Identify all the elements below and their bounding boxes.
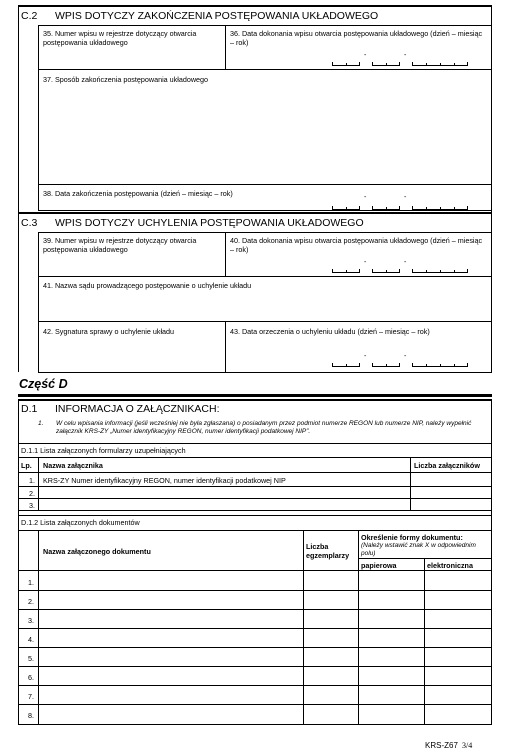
field-43-label: 43. Data orzeczenia o uchyleniu układu (dzień – miesiąc – rok) [230, 327, 430, 336]
d11-row-2-bottom [18, 498, 492, 499]
footer-page-number: 3/4 [462, 741, 473, 750]
field-35-label: 35. Numer wpisu w rejestrze dotyczący otwarcia postępowania układowego [43, 29, 197, 47]
field-40[interactable] [225, 232, 492, 277]
d12-row-5-number: 5. [28, 654, 34, 663]
footer-form-code: KRS-Z67 [425, 741, 458, 750]
d12-header-top [18, 530, 492, 531]
d12-row-rule [18, 704, 492, 705]
c3-top-rule [18, 212, 492, 214]
field-43-date[interactable] [332, 353, 472, 367]
d12-form-subheader-rule [358, 558, 492, 559]
d11-header-name: Nazwa załącznika [43, 461, 103, 470]
d12-header-copies: Liczba egzemplarzy [306, 542, 350, 560]
d12-row-4-number: 4. [28, 635, 34, 644]
field-39[interactable] [38, 232, 226, 277]
d11-header-count: Liczba załączników [414, 461, 480, 470]
d1-code: D.1 [21, 403, 38, 415]
d1-note-number: 1. [38, 420, 44, 427]
date-sep: - [404, 194, 407, 201]
d12-row-3-number: 3. [28, 616, 34, 625]
d12-row-6-number: 6. [28, 673, 34, 682]
d12-header-electronic: elektroniczna [427, 561, 473, 570]
d12-row-rule [18, 590, 492, 591]
field-38-date[interactable] [332, 192, 472, 210]
d12-header-name: Nazwa załączonego dokumentu [43, 547, 151, 556]
date-sep: - [364, 52, 367, 59]
d11-header-top [18, 457, 492, 458]
d11-row-1-name[interactable]: KRS-ZY Numer identyfikacyjny REGON, numer identyfikacji podatkowej NIP [43, 476, 286, 485]
field-36-date[interactable] [332, 52, 472, 66]
c2-title: WPIS DOTYCZY ZAKOŃCZENIA POSTĘPOWANIA UKŁADOWEGO [55, 10, 379, 22]
d12-row-1-number: 1. [28, 578, 34, 587]
d12-top-rule [18, 515, 492, 516]
d12-row-rule [18, 685, 492, 686]
d12-row-8-number: 8. [28, 711, 34, 720]
c2-top-rule [18, 5, 492, 7]
d1-note-text: W celu wpisania informacji (jeśli wcześniej nie była zgłaszana) o posiadanym przez podmiot numerze REGON lub numerze NIP, należy wypełnić załącznik KRS-ZY „Numer identyfikacyjny REGON, numer identyfikacji podatkowej NIP”. [56, 420, 472, 435]
field-37[interactable] [38, 69, 492, 185]
d12-col-divider-3 [358, 530, 359, 724]
d11-header-lp: Lp. [21, 461, 32, 470]
field-42[interactable] [38, 321, 226, 373]
d12-col-divider-2 [303, 530, 304, 724]
d11-row-3-bottom [18, 510, 492, 511]
field-42-label: 42. Sygnatura sprawy o uchylenie układu [43, 327, 175, 336]
field-40-date[interactable] [332, 259, 472, 273]
d12-col-divider-1 [38, 530, 39, 724]
d12-header-paper: papierowa [361, 561, 397, 570]
d11-row-1-lp: 1. [29, 476, 35, 485]
d11-top-rule [18, 443, 492, 444]
field-37-label: 37. Sposób zakończenia postępowania układowego [43, 75, 209, 84]
c3-title: WPIS DOTYCZY UCHYLENIA POSTĘPOWANIA UKŁADOWEGO [55, 217, 364, 229]
date-sep: - [404, 353, 407, 360]
d12-row-2-number: 2. [28, 597, 34, 606]
field-41[interactable] [38, 276, 492, 322]
d12-header-form-note: (Należy wstawić znak X w odpowiednim polu) [361, 542, 476, 557]
c2-left-border [18, 5, 19, 220]
field-41-label: 41. Nazwa sądu prowadzącego postępowanie o uchylenie układu [43, 281, 252, 290]
field-36-label: 36. Data dokonania wpisu otwarcia postępowania układowego (dzień – miesiąc – rok) [230, 29, 483, 47]
c3-code: C.3 [21, 217, 38, 229]
d11-row-2-lp: 2. [29, 489, 35, 498]
part-d-rule [18, 394, 492, 397]
date-sep: - [364, 194, 367, 201]
d12-row-rule [18, 609, 492, 610]
d1-right-border [491, 399, 492, 725]
d12-row-rule [18, 647, 492, 648]
d12-col-divider-4 [424, 558, 425, 724]
date-sep: - [364, 259, 367, 266]
d11-row-3-lp: 3. [29, 501, 35, 510]
d1-title: INFORMACJA O ZAŁĄCZNIKACH: [55, 403, 220, 415]
d1-left-border [18, 399, 19, 725]
d11-row-1-bottom [18, 486, 492, 487]
field-38[interactable] [38, 184, 492, 211]
d11-header-bottom [18, 472, 492, 473]
d1-top-rule [18, 399, 492, 401]
c2-code: C.2 [21, 10, 38, 22]
field-35[interactable] [38, 25, 226, 70]
date-sep: - [404, 52, 407, 59]
field-40-label: 40. Data dokonania wpisu otwarcia postępowania układowego (dzień – miesiąc – rok) [230, 236, 483, 254]
field-43[interactable] [225, 321, 492, 373]
d12-row-rule [18, 666, 492, 667]
date-sep: - [364, 353, 367, 360]
field-39-label: 39. Numer wpisu w rejestrze dotyczący otwarcia postępowania układowego [43, 236, 197, 254]
d12-title: D.1.2 Lista załączonych dokumentów [21, 518, 140, 527]
d12-row-7-number: 7. [28, 692, 34, 701]
d11-col-divider-1 [38, 457, 39, 510]
d12-header-bottom [18, 570, 492, 571]
field-38-label: 38. Data zakończenia postępowania (dzień – miesiąc – rok) [43, 189, 233, 198]
d11-col-divider-2 [410, 457, 411, 510]
date-sep: - [404, 259, 407, 266]
part-d-heading: Część D [19, 377, 68, 391]
c3-left-border [18, 212, 19, 372]
field-36[interactable] [225, 25, 492, 70]
d1-bottom-rule [18, 724, 492, 725]
d11-title: D.1.1 Lista załączonych formularzy uzupełniających [21, 446, 186, 455]
d12-row-rule [18, 628, 492, 629]
d12-header-form: Określenie formy dokumentu: [361, 533, 463, 542]
